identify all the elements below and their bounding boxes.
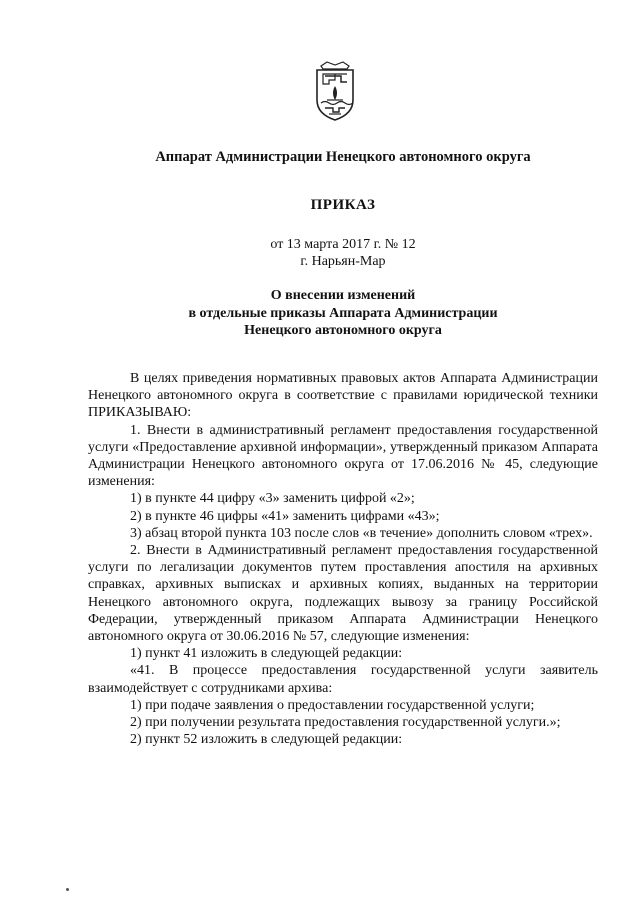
document-date-number: от 13 марта 2017 г. № 12 xyxy=(270,237,416,252)
subject-line: Ненецкого автономного округа xyxy=(244,323,442,338)
paragraph: 2) пункт 52 изложить в следующей редакции: xyxy=(130,732,403,748)
paragraph: «41. В процессе предоставления государственной услуги заявитель взаимодействует с сотрудниками архива: xyxy=(88,663,598,696)
document-place: г. Нарьян-Мар xyxy=(300,254,386,269)
paragraph: 1. Внести в административный регламент предоставления государственной услуги «Предоставление архивной информации», утвержденный приказом Аппарата Администрации Ненецкого автономного округа от 17.06.2016 № 45, следующие изменения: xyxy=(88,422,598,490)
paragraph: 1) пункт 41 изложить в следующей редакции: xyxy=(130,646,403,662)
document-subject xyxy=(88,287,598,340)
subject-line: О внесении изменений xyxy=(270,288,416,303)
paragraph: 1) в пункте 44 цифру «3» заменить цифрой «2»; xyxy=(130,491,415,507)
paragraph: 1) при подаче заявления о предоставлении государственной услуги; xyxy=(130,697,535,713)
scan-dot xyxy=(66,888,69,891)
coat-of-arms-icon xyxy=(313,60,357,122)
paragraph: 2. Внести в Административный регламент предоставления государственной услуги по легализации документов путем проставления апостиля на архивных справках, архивных выписках и архивных копиях, выданных на территории Ненецкого автономного округа, подлежащих вывозу за границу Российской Федерации, утвержденный приказом Аппарата Администрации Ненецкого автономного округа от 30.06.2016 № 57, следующие изменения: xyxy=(88,543,598,645)
paragraph: 3) абзац второй пункта 103 после слов «в течение» дополнить словом «трех». xyxy=(130,525,593,541)
paragraph: 2) в пункте 46 цифры «41» заменить цифрами «43»; xyxy=(130,508,440,524)
document-body xyxy=(88,370,598,748)
paragraph: 2) при получении результата предоставления государственной услуги.»; xyxy=(130,715,561,731)
paragraph: В целях приведения нормативных правовых актов Аппарата Администрации Ненецкого автономного округа в соответствие с правилами юридической техники ПРИКАЗЫВАЮ: xyxy=(88,371,598,421)
organization-title: Аппарат Администрации Ненецкого автономного округа xyxy=(155,149,531,165)
subject-line: в отдельные приказы Аппарата Администрации xyxy=(188,305,498,321)
document-type: ПРИКАЗ xyxy=(310,197,376,213)
